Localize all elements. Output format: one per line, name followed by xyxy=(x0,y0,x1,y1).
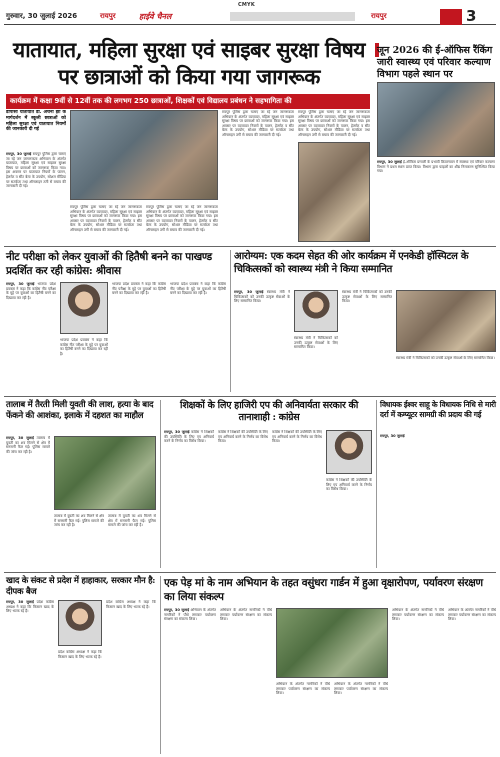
section-city: रायपुर xyxy=(371,12,387,20)
issue-date: गुरुवार, 30 जुलाई 2026 xyxy=(6,12,78,20)
story6-body-col-1 xyxy=(380,434,436,568)
rule-2 xyxy=(4,396,496,397)
rule-3 xyxy=(4,572,496,573)
story5-dateline: रायपुर, 30 जुलाई xyxy=(164,430,190,434)
rule-1 xyxy=(4,246,496,247)
page-number: 3 xyxy=(466,7,477,25)
story7-body-col-2: प्रदेश कांग्रेस अध्यक्ष ने कहा कि किसान खाद के लिए भटक रहे हैं। xyxy=(58,650,102,659)
lead-body-col-3: रायपुर पुलिस द्वारा चलाए जा रहे जन जागरूकता अभियान के अंतर्गत यातायात, महिला सुरक्षा एवं साइबर सुरक्षा विषय पर छात्राओं को जागरूक किया गया। इस अवसर पर यातायात नियमों के पालन, हेलमेट व सीट बेल्ट के उपयोग, सोशल मीडिया पर सतर्कता तथा ऑनलाइन ठगी से बचाव की जानकारी दी गई। xyxy=(146,205,218,232)
story6-body-col-2 xyxy=(440,434,496,568)
story5-portrait xyxy=(326,430,372,474)
story8-body-col-5: अभियान के अंतर्गत नागरिकों ने पौधे लगाकर पर्यावरण संरक्षण का संकल्प लिया। xyxy=(392,608,444,622)
story2-body-text: भाजपा प्रदेश प्रवक्ता ने कहा कि कांग्रेस नीट परीक्षा के मुद्दे पर युवाओं का हितैषी बनने का दिखावा कर रही है। xyxy=(6,282,56,300)
page-number-flag xyxy=(440,9,462,25)
story3-body-text: स्वास्थ्य मंत्री ने चिकित्सकों को उनकी उत्कृष्ट सेवाओं के लिए सम्मानित किया। xyxy=(234,290,290,304)
right-top-photo xyxy=(377,82,495,157)
lead-body-col-2: रायपुर पुलिस द्वारा चलाए जा रहे जन जागरूकता अभियान के अंतर्गत यातायात, महिला सुरक्षा एवं साइबर सुरक्षा विषय पर छात्राओं को जागरूक किया गया। इस अवसर पर यातायात नियमों के पालन, हेलमेट व सीट बेल्ट के उपयोग, सोशल मीडिया पर सतर्कता तथा ऑनलाइन ठगी से बचाव की जानकारी दी गई। xyxy=(70,205,142,232)
story2-body-col-4: भाजपा प्रदेश प्रवक्ता ने कहा कि कांग्रेस नीट परीक्षा के मुद्दे पर युवाओं का हितैषी बनने का दिखावा कर रही है। xyxy=(170,282,226,296)
story5-body-col-1 xyxy=(164,430,214,568)
lead-deck: कार्यक्रम में कक्षा 9वीं से 12वीं तक की लगभग 250 छात्राओं, शिक्षकों एवं विद्यालय प्रबंधन ने सहभागिता की xyxy=(6,94,370,109)
story8-body-col-6: अभियान के अंतर्गत नागरिकों ने पौधे लगाकर पर्यावरण संरक्षण का संकल्प लिया। xyxy=(448,608,496,622)
lead-pull-quote: डीपीसी यातायात डॉ. अर्चना झा के मार्गदर्शन में स्कूली छात्राओं को महिला सुरक्षा एवं यातायात नियमों की जानकारी दी गई xyxy=(6,110,66,133)
story7-portrait xyxy=(58,600,102,646)
edition-city: रायपुर xyxy=(100,12,116,20)
story4-body-col-1 xyxy=(6,436,50,568)
right-top-dateline: रायपुर, 30 जुलाई xyxy=(377,160,402,164)
vertical-rule-3 xyxy=(376,400,377,568)
story3-body-col-1 xyxy=(234,290,290,392)
right-top-body xyxy=(377,160,495,242)
story6-dateline: रायपुर, 30 जुलाई xyxy=(380,434,405,438)
story8-body-col-3: अभियान के अंतर्गत नागरिकों ने पौधे लगाकर पर्यावरण संरक्षण का संकल्प लिया। xyxy=(276,682,330,696)
story2-body-col-3: भाजपा प्रदेश प्रवक्ता ने कहा कि कांग्रेस नीट परीक्षा के मुद्दे पर युवाओं का हितैषी बनने का दिखावा कर रही है। xyxy=(112,282,166,296)
story7-dateline: रायपुर, 30 जुलाई xyxy=(6,600,34,604)
right-top-body-text: ई-ऑफिस प्रणाली के प्रभावी क्रियान्वयन में स्वास्थ्य एवं परिवार कल्याण विभाग ने प्रथम स्थान प्राप्त किया। विभाग द्वारा फाइलों का शीघ्र निराकरण सुनिश्चित किया गया। xyxy=(377,160,495,174)
story3-headline: आरोग्यम: एक कदम सेहत की ओर कार्यक्रम में एनकेडी हॉस्पिटल के चिकित्सकों को स्वास्थ्य मंत्री ने किया सम्मानित xyxy=(234,251,469,275)
story2-body-col-1 xyxy=(6,282,56,392)
story2-dateline: रायपुर, 30 जुलाई xyxy=(6,282,35,286)
story4-body-text: तालाब में युवती का शव मिलने से क्षेत्र में सनसनी फैल गई। पुलिस मामले की जांच कर रही है। xyxy=(6,436,50,454)
masthead xyxy=(4,9,496,25)
story5-headline: शिक्षकों के लिए हाजिरी एप की अनिवार्यता सरकार की तानाशाही : कांग्रेस xyxy=(180,400,358,423)
story7-body-col-3: प्रदेश कांग्रेस अध्यक्ष ने कहा कि किसान खाद के लिए भटक रहे हैं। xyxy=(106,600,156,609)
story8-body-col-1 xyxy=(164,608,216,752)
story4-body-col-2: तालाब में युवती का शव मिलने से क्षेत्र में सनसनी फैल गई। पुलिस मामले की जांच कर रही है। xyxy=(54,514,104,528)
lead-photo-students xyxy=(70,110,218,200)
story2-portrait xyxy=(60,282,108,334)
story8-body-col-4: अभियान के अंतर्गत नागरिकों ने पौधे लगाकर पर्यावरण संरक्षण का संकल्प लिया। xyxy=(334,682,388,696)
lead-body-col-5: रायपुर पुलिस द्वारा चलाए जा रहे जन जागरूकता अभियान के अंतर्गत यातायात, महिला सुरक्षा एवं साइबर सुरक्षा विषय पर छात्राओं को जागरूक किया गया। इस अवसर पर यातायात नियमों के पालन, हेलमेट व सीट बेल्ट के उपयोग, सोशल मीडिया पर सतर्कता तथा ऑनलाइन ठगी से बचाव की जानकारी दी गई। xyxy=(298,110,370,137)
right-top-headline: जून 2026 की ई-ऑफिस रैंकिंग जारी स्वास्थ्य एवं परिवार कल्याण विभाग पहले स्थान पर xyxy=(377,45,493,80)
vertical-rule-1 xyxy=(230,250,231,392)
lead-body-col-1 xyxy=(6,152,66,242)
story3-body-col-3: स्वास्थ्य मंत्री ने चिकित्सकों को उनकी उत्कृष्ट सेवाओं के लिए सम्मानित किया। xyxy=(342,290,392,304)
story3-photo-award xyxy=(396,290,496,352)
masthead-divider-bar xyxy=(230,12,355,21)
lead-body-text: रायपुर पुलिस द्वारा चलाए जा रहे जन जागरूकता अभियान के अंतर्गत यातायात, महिला सुरक्षा एवं साइबर सुरक्षा विषय पर छात्राओं को जागरूक किया गया। इस अवसर पर यातायात नियमों के पालन, हेलमेट व सीट बेल्ट के उपयोग, सोशल मीडिया पर सतर्कता तथा ऑनलाइन ठगी से बचाव की जानकारी दी गई। xyxy=(6,152,66,189)
story8-body-text: अभियान के अंतर्गत नागरिकों ने पौधे लगाकर पर्यावरण संरक्षण का संकल्प लिया। xyxy=(164,608,216,622)
story4-body-col-3: तालाब में युवती का शव मिलने से क्षेत्र में सनसनी फैल गई। पुलिस मामले की जांच कर रही है। xyxy=(108,514,156,528)
story5-body-text: कांग्रेस ने शिक्षकों की उपस्थिति के लिए एप अनिवार्य करने के निर्णय का विरोध किया। xyxy=(164,430,214,444)
story3-body-col-4: स्वास्थ्य मंत्री ने चिकित्सकों को उनकी उत्कृष्ट सेवाओं के लिए सम्मानित किया। xyxy=(396,356,495,360)
story3-dateline: रायपुर, 30 जुलाई xyxy=(234,290,264,294)
story4-dateline: रायपुर, 30 जुलाई xyxy=(6,436,34,440)
story8-dateline: रायपुर, 30 जुलाई xyxy=(164,608,190,612)
newspaper-brand: हाईवे चैनल xyxy=(139,12,172,21)
story7-body-text: प्रदेश कांग्रेस अध्यक्ष ने कहा कि किसान खाद के लिए भटक रहे हैं। xyxy=(6,600,54,614)
story2-headline: नीट परीक्षा को लेकर युवाओं की हितैषी बनने का पाखण्ड प्रदर्शित कर रही कांग्रेस: श्रीवास xyxy=(6,251,212,277)
story3-body-col-2: स्वास्थ्य मंत्री ने चिकित्सकों को उनकी उत्कृष्ट सेवाओं के लिए सम्मानित किया। xyxy=(294,336,338,350)
print-marker: CMYK xyxy=(238,2,255,8)
story5-body-col-2: कांग्रेस ने शिक्षकों की उपस्थिति के लिए एप अनिवार्य करने के निर्णय का विरोध किया। xyxy=(218,430,268,444)
lead-body-col-4: रायपुर पुलिस द्वारा चलाए जा रहे जन जागरूकता अभियान के अंतर्गत यातायात, महिला सुरक्षा एवं साइबर सुरक्षा विषय पर छात्राओं को जागरूक किया गया। इस अवसर पर यातायात नियमों के पालन, हेलमेट व सीट बेल्ट के उपयोग, सोशल मीडिया पर सतर्कता तथा ऑनलाइन ठगी से बचाव की जानकारी दी गई। xyxy=(222,110,294,137)
lead-headline: यातायात, महिला सुरक्षा एवं साइबर सुरक्षा विषय पर छात्राओं को किया गया जागरूक xyxy=(13,37,365,89)
story5-body-col-4: कांग्रेस ने शिक्षकों की उपस्थिति के लिए एप अनिवार्य करने के निर्णय का विरोध किया। xyxy=(326,478,372,492)
story6-headline: विधायक ईश्वर साहू के विधायक निधि से मारी दर्रा में कम्प्यूटर सामग्री की प्रदाय की गई xyxy=(380,400,496,419)
vertical-rule-2 xyxy=(160,400,161,568)
story7-headline: खाद के संकट से प्रदेश में हाहाकार, सरकार मौन है: दीपक बैज xyxy=(6,576,156,597)
story3-portrait xyxy=(294,290,338,332)
story4-headline: तालाब में तैरती मिली युवती की लाश, हत्या के बाद फेंकने की आशंका, इलाके में दहशत का माहौल xyxy=(6,400,154,421)
story8-headline: एक पेड़ मां के नाम अभियान के तहत वसुंधरा गार्डन में हुआ वृक्षारोपण, पर्यावरण संरक्षण का लिया संकल्प xyxy=(164,577,483,603)
story4-photo-pond xyxy=(54,436,156,510)
story2-body-col-2: भाजपा प्रदेश प्रवक्ता ने कहा कि कांग्रेस नीट परीक्षा के मुद्दे पर युवाओं का हितैषी बनने का दिखावा कर रही है। xyxy=(60,338,108,356)
lead-dateline: रायपुर, 30 जुलाई xyxy=(6,152,32,156)
vertical-rule-4 xyxy=(160,576,161,754)
story8-photo-plantation xyxy=(276,608,388,678)
lead-photo-event xyxy=(298,142,370,242)
story8-body-col-2: अभियान के अंतर्गत नागरिकों ने पौधे लगाकर पर्यावरण संरक्षण का संकल्प लिया। xyxy=(220,608,272,622)
story7-body-col-1 xyxy=(6,600,54,752)
story5-body-col-3: कांग्रेस ने शिक्षकों की उपस्थिति के लिए एप अनिवार्य करने के निर्णय का विरोध किया। xyxy=(272,430,322,444)
